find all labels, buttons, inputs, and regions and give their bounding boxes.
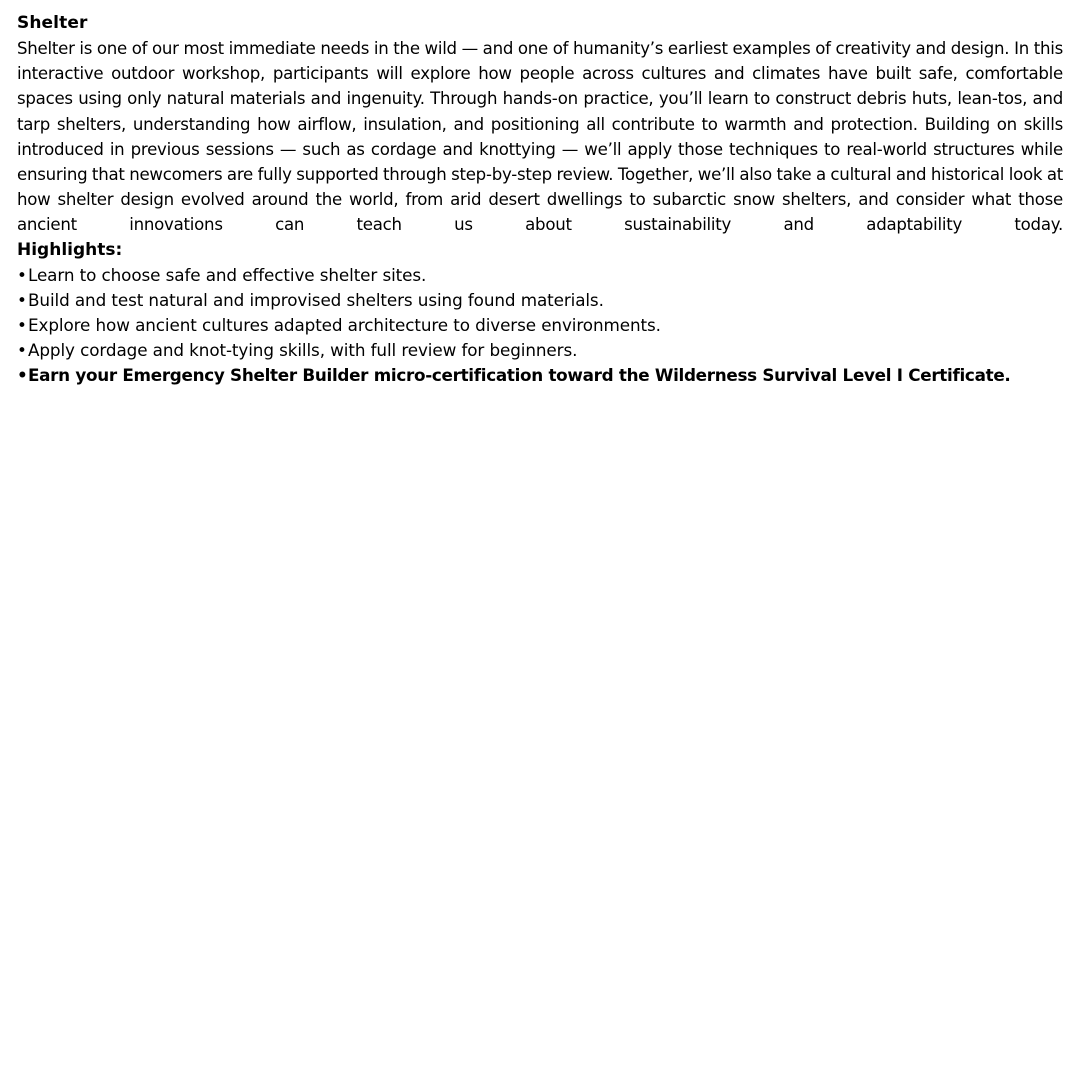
list-item xyxy=(17,313,1063,338)
highlights-heading: Highlights: xyxy=(17,239,123,260)
list-item xyxy=(17,288,1063,313)
list-item-text: Build and test natural and improvised shelters using found materials. xyxy=(28,289,604,310)
certification-item xyxy=(17,363,1063,388)
highlights-list xyxy=(17,263,1063,388)
list-item xyxy=(17,338,1063,363)
workshop-description: Shelter is one of our most immediate needs in the wild — and one of humanity’s earliest examples of creativity and design. In this interactive outdoor workshop, participants will explore how people across cultures and climates have built safe, comfortable spaces using only natural materials and ingenuity. Through hands-on practice, you’ll learn to construct debris huts, lean-tos, and tarp shelters, understanding how airflow, insulation, and positioning all contribute to warmth and protection. Building on skills introduced in previous sessions — such as cordage and knottying — we’ll apply those techniques to real-world structures while ensuring that newcomers are fully supported through step-by-step review. Together, we’ll also take a cultural and historical look at how shelter design evolved around the world, from arid desert dwellings to subarctic snow shelters, and consider what those ancient innovations can teach us about sustainability and adaptability today. xyxy=(17,39,1063,235)
list-item-text: Earn your Emergency Shelter Builder micro-certification toward the Wilderness Survival Level I Certificate. xyxy=(28,365,1011,385)
list-item-text: Apply cordage and knot-tying skills, with full review for beginners. xyxy=(28,339,578,360)
bullet-icon: • xyxy=(17,264,27,285)
page-title: Shelter xyxy=(17,13,88,33)
list-item-text: Learn to choose safe and effective shelter sites. xyxy=(28,264,427,285)
list-item-text: Explore how ancient cultures adapted architecture to diverse environments. xyxy=(28,314,661,335)
bullet-icon: • xyxy=(17,339,27,360)
bullet-icon: • xyxy=(17,314,27,335)
list-item xyxy=(17,263,1063,288)
bullet-icon: • xyxy=(17,289,27,310)
bullet-icon: • xyxy=(17,365,28,385)
